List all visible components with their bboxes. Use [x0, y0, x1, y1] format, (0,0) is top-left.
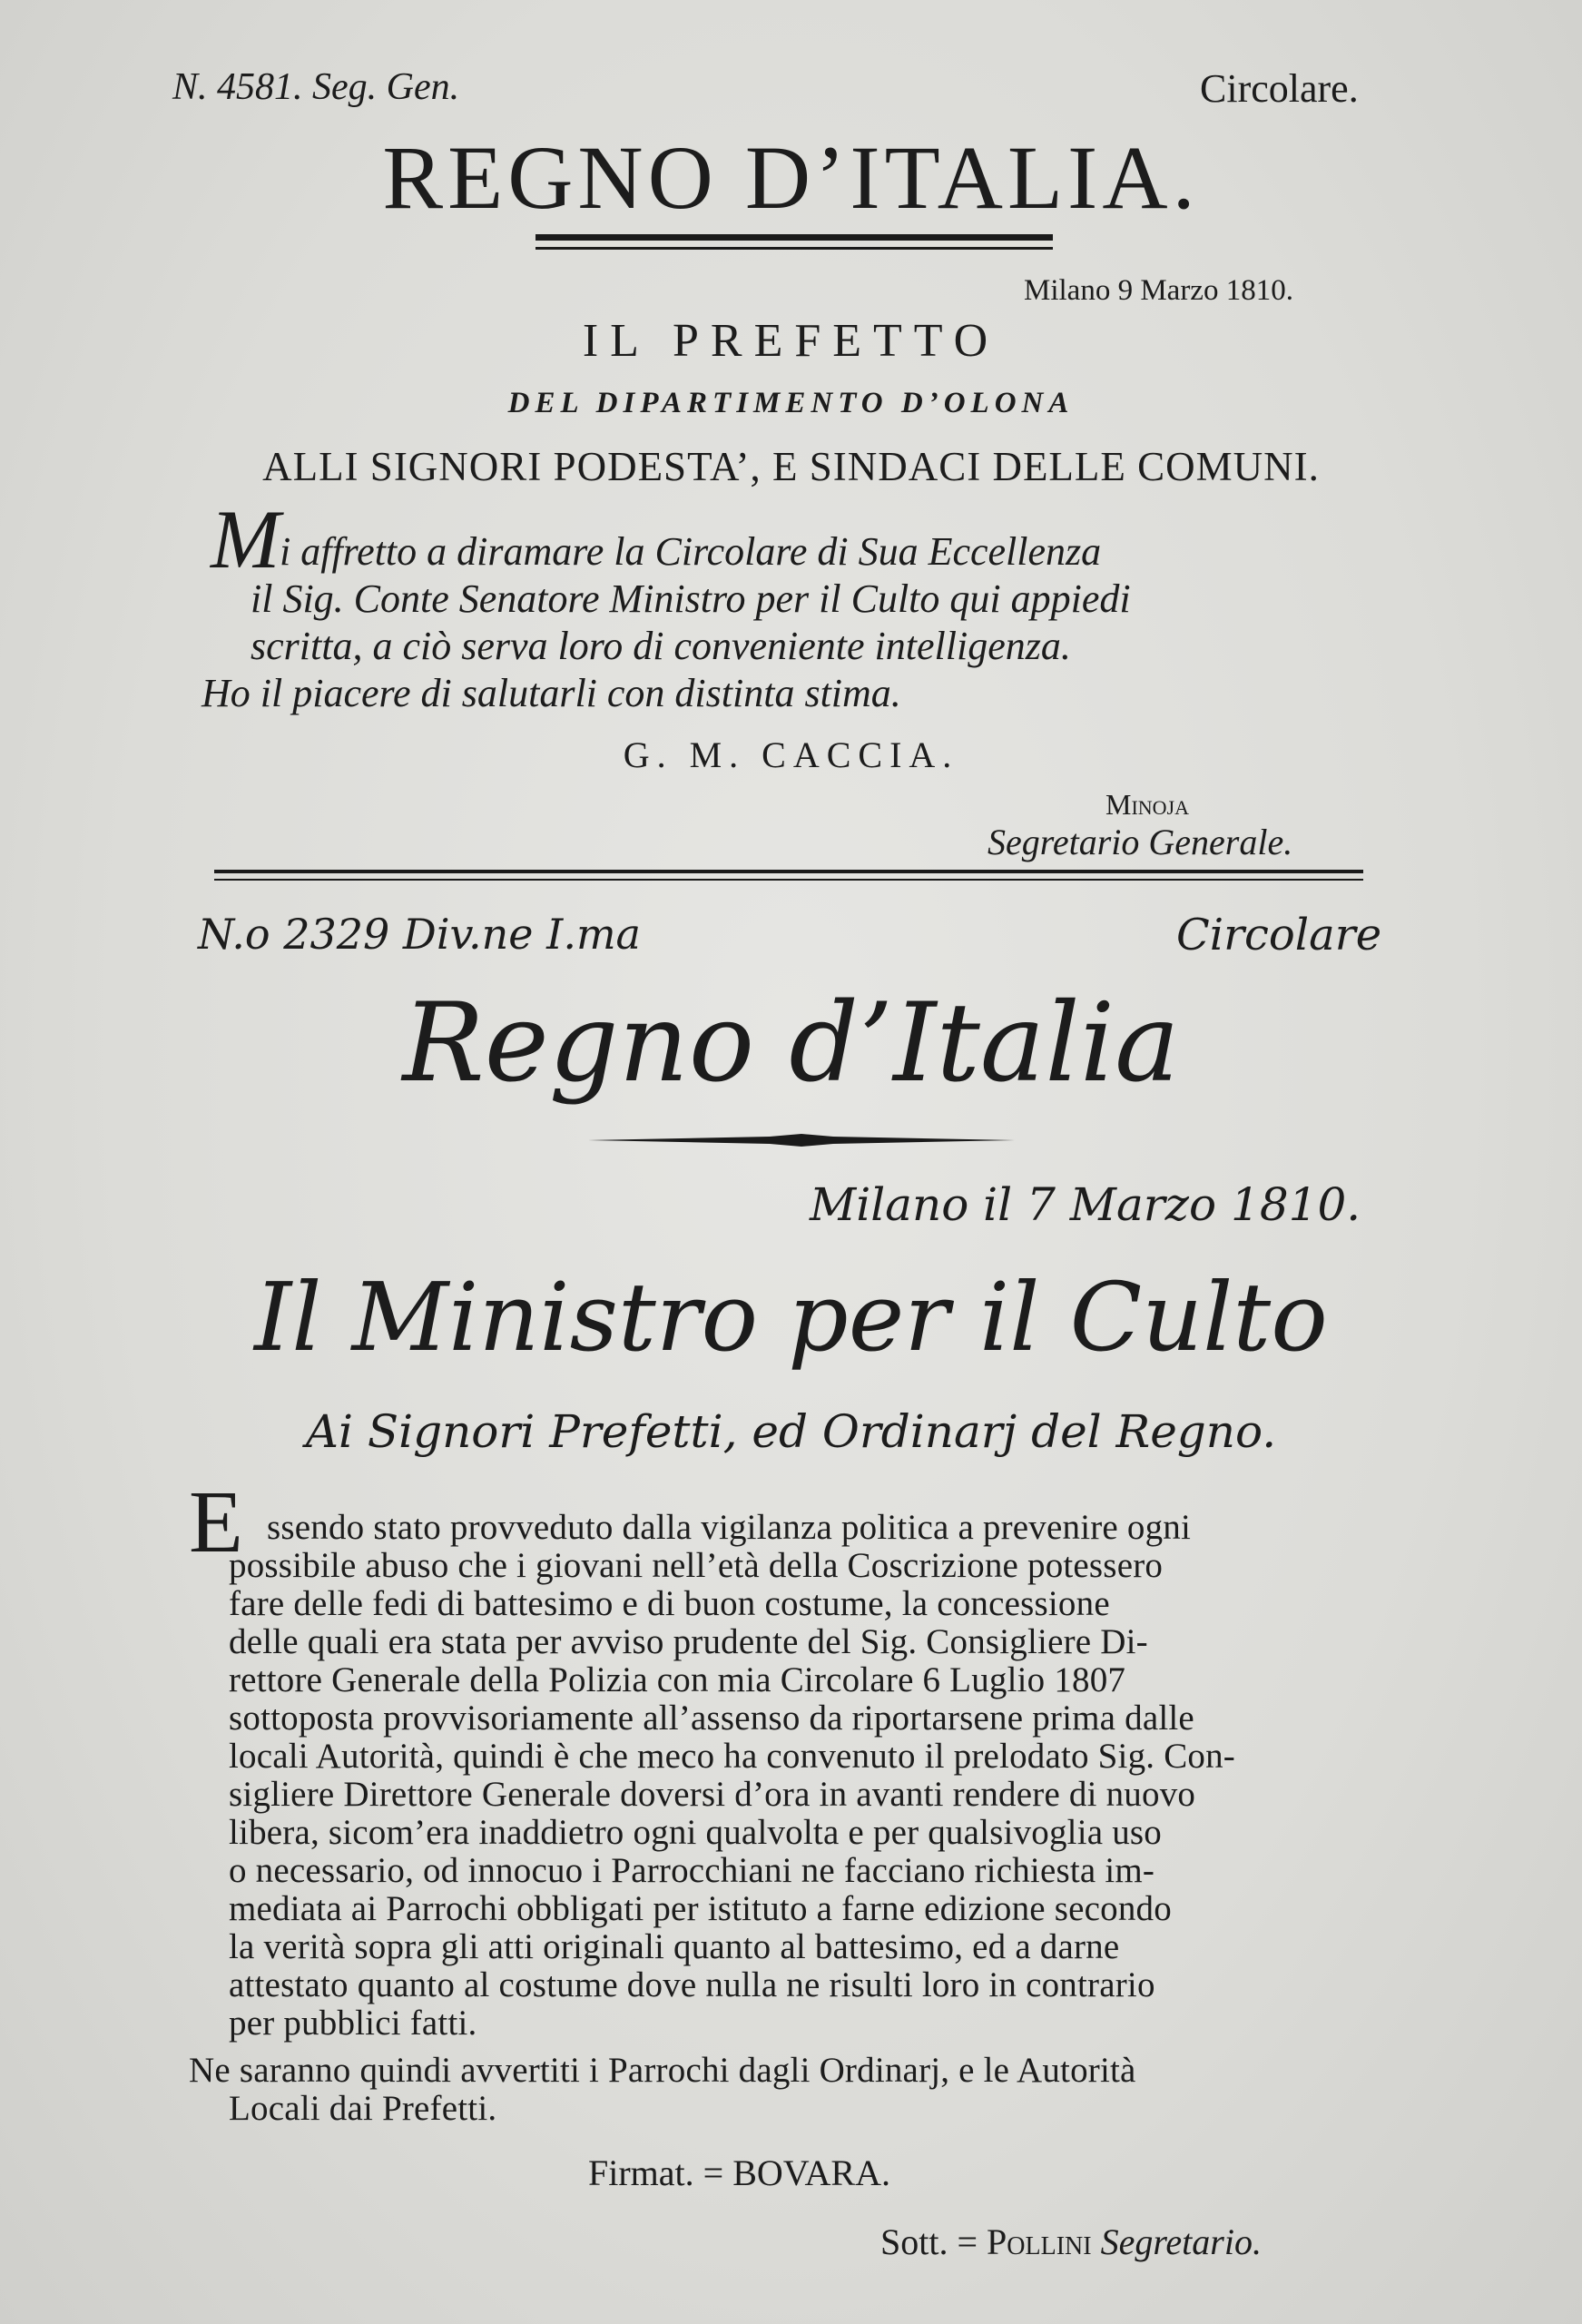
circular2-title: Regno d’Italia — [402, 980, 1180, 1107]
circular2-line: locali Autorità, quindi è che meco ha convenuto il prelodato Sig. Con- — [229, 1737, 1235, 1776]
ornamental-rule — [588, 1131, 1015, 1149]
circular2-drop-cap: E — [189, 1473, 243, 1571]
section-divider-thin — [214, 879, 1363, 881]
circular2-line: per pubblici fatti. — [229, 2004, 477, 2043]
circular2-sott — [880, 2221, 1262, 2263]
circular1-drop-cap: M — [211, 493, 280, 586]
circular1-type: Circolare. — [1200, 66, 1359, 111]
circular2-line: o necessario, od innocuo i Parrocchiani ne facciano richiesta im- — [229, 1851, 1155, 1890]
circular1-line: Ho il piacere di salutarli con distinta stima. — [201, 671, 901, 715]
circular1-date: Milano 9 Marzo 1810. — [1024, 274, 1293, 307]
circular2-firmat: Firmat. = BOVARA. — [588, 2152, 890, 2193]
circular2-line: attestato quanto al costume dove nulla ne risulti loro in contrario — [229, 1965, 1155, 2004]
circular1-secretary-name: Minoja — [1105, 788, 1190, 821]
circular2-line: rettore Generale della Polizia con mia Circolare 6 Luglio 1807 — [229, 1660, 1126, 1699]
circular2-line: sottoposta provvisoriamente all’assenso da riportarsene prima dalle — [229, 1699, 1194, 1738]
circular2-line: Ne saranno quindi avvertiti i Parrochi dagli Ordinarj, e le Autorità — [189, 2051, 1136, 2090]
circular2-date: Milano il 7 Marzo 1810. — [810, 1178, 1361, 1231]
circular1-line: scritta, a ciò serva loro di conveniente intelligenza. — [251, 624, 1071, 668]
circular2-line: possibile abuso che i giovani nell’età della Coscrizione potessero — [229, 1546, 1164, 1585]
circular1-secretary-title: Segretario Generale. — [988, 822, 1293, 862]
title-double-rule-top — [536, 234, 1053, 241]
circular2-number: N.o 2329 Div.ne I.ma — [198, 910, 641, 959]
sott-name: Pollini — [987, 2221, 1092, 2262]
section-divider-thick — [214, 870, 1363, 873]
circular2-addressees: Ai Signori Prefetti, ed Ordinarj del Regno. — [305, 1405, 1277, 1458]
circular2-line: libera, sicom’era inaddietro ogni qualvolta e per qualsivoglia uso — [229, 1813, 1162, 1852]
circular1-line: i affretto a diramare la Circolare di Sua Eccellenza — [280, 529, 1102, 574]
circular2-authority: Il Ministro per il Culto — [254, 1262, 1328, 1373]
circular1-authority: IL PREFETTO — [582, 315, 1000, 367]
circular1-title: REGNO D’ITALIA. — [382, 127, 1200, 228]
sott-title: Segretario. — [1100, 2221, 1262, 2262]
circular1-number: N. 4581. Seg. Gen. — [172, 66, 460, 108]
circular1-addressees: ALLI SIGNORI PODESTA’, E SINDACI DELLE COMUNI. — [262, 444, 1320, 489]
circular1-signature: G. M. CACCIA. — [623, 734, 959, 775]
circular2-type: Circolare — [1176, 910, 1382, 960]
circular2-line: fare delle fedi di battesimo e di buon costume, la concessione — [229, 1584, 1110, 1623]
sott-prefix: Sott. = — [880, 2221, 978, 2262]
circular1-line: il Sig. Conte Senatore Ministro per il Culto qui appiedi — [251, 576, 1131, 621]
circular2-line: la verità sopra gli atti originali quanto al battesimo, ed a darne — [229, 1927, 1120, 1966]
circular2-line: ssendo stato provveduto dalla vigilanza politica a prevenire ogni — [267, 1508, 1192, 1547]
title-double-rule-bottom — [536, 247, 1053, 250]
circular1-department: DEL DIPARTIMENTO D’OLONA — [507, 387, 1075, 419]
circular2-line: Locali dai Prefetti. — [229, 2089, 497, 2128]
circular2-line: mediata ai Parrochi obbligati per istituto a farne edizione secondo — [229, 1889, 1172, 1928]
circular2-line: sigliere Direttore Generale doversi d’ora in avanti rendere di nuovo — [229, 1775, 1196, 1814]
circular2-line: delle quali era stata per avviso prudente del Sig. Consigliere Di- — [229, 1622, 1148, 1661]
